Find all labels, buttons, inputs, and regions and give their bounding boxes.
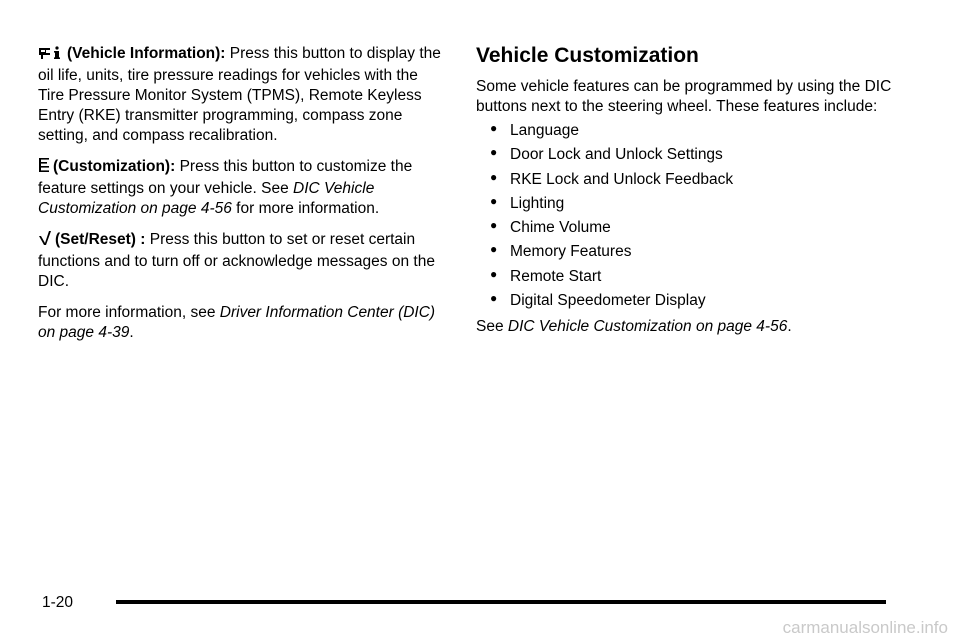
- bullet-icon: ●: [490, 266, 498, 281]
- list-item: ● Memory Features: [476, 242, 896, 262]
- customization-label: (Customization):: [53, 158, 176, 175]
- bullet-icon: ●: [490, 218, 498, 233]
- see-paragraph: [476, 317, 896, 337]
- bullet-icon: ●: [490, 291, 498, 306]
- feature-list: [476, 121, 896, 311]
- more-info-text-after: .: [129, 324, 134, 341]
- bullet-icon: ●: [490, 121, 498, 135]
- list-item: ● Lighting: [476, 194, 896, 214]
- list-item: ● RKE Lock and Unlock Feedback: [476, 170, 896, 190]
- list-item: ● Language: [476, 121, 896, 141]
- vehicle-info-label: (Vehicle Information):: [67, 45, 226, 62]
- see-text: See: [476, 318, 508, 336]
- customization-text-after: for more information.: [231, 200, 380, 217]
- intro-paragraph: Some vehicle features can be programmed by using the DIC buttons next to the steering wheel. These features include:: [476, 78, 892, 115]
- vehicle-info-paragraph: [38, 44, 448, 146]
- right-column: [476, 44, 896, 337]
- bullet-icon: ●: [490, 145, 498, 160]
- list-item: ● Door Lock and Unlock Settings: [476, 145, 896, 165]
- set-reset-text: Press this button to set or reset certain functions and to turn off or acknowledge messages on the DIC.: [38, 231, 435, 290]
- more-info-paragraph: [38, 303, 448, 343]
- footer-rule: [116, 600, 886, 604]
- section-heading: Vehicle Customization: [476, 44, 699, 67]
- set-reset-paragraph: [38, 230, 448, 292]
- bullet-icon: ●: [490, 242, 498, 257]
- vehicle-info-icon: [38, 46, 64, 66]
- list-item: ● Remote Start: [476, 267, 896, 287]
- bullet-icon: ●: [490, 169, 498, 184]
- vehicle-info-text: Press this button to display the oil life, units, tire pressure readings for vehicles with the Tire Pressure Monitor System (TPMS), Remote Keyless Entry (RKE) transmitter programming, compass zone setting, and compass recalibration.: [38, 45, 441, 144]
- watermark: carmanualsonline.info: [782, 618, 948, 637]
- set-reset-label: (Set/Reset) :: [55, 231, 146, 248]
- customization-paragraph: [38, 157, 448, 219]
- left-column: [38, 44, 448, 354]
- more-info-text: For more information, see: [38, 304, 220, 321]
- more-info-link[interactable]: Driver Information Center (DIC) on page 4-39: [38, 304, 436, 341]
- customization-link[interactable]: DIC Vehicle Customization on page 4-56: [38, 180, 375, 217]
- page-number: 1-20: [42, 594, 74, 611]
- list-item: ● Digital Speedometer Display: [476, 291, 896, 311]
- see-link[interactable]: DIC Vehicle Customization on page 4-56: [507, 318, 788, 336]
- customization-icon: [38, 157, 50, 179]
- see-text-after: .: [787, 318, 792, 336]
- page-footer: [38, 594, 888, 614]
- checkmark-icon: [38, 230, 52, 252]
- list-item: ● Chime Volume: [476, 218, 896, 238]
- bullet-icon: ●: [490, 193, 498, 208]
- customization-text: Press this button to customize the feature settings on your vehicle. See: [38, 158, 413, 197]
